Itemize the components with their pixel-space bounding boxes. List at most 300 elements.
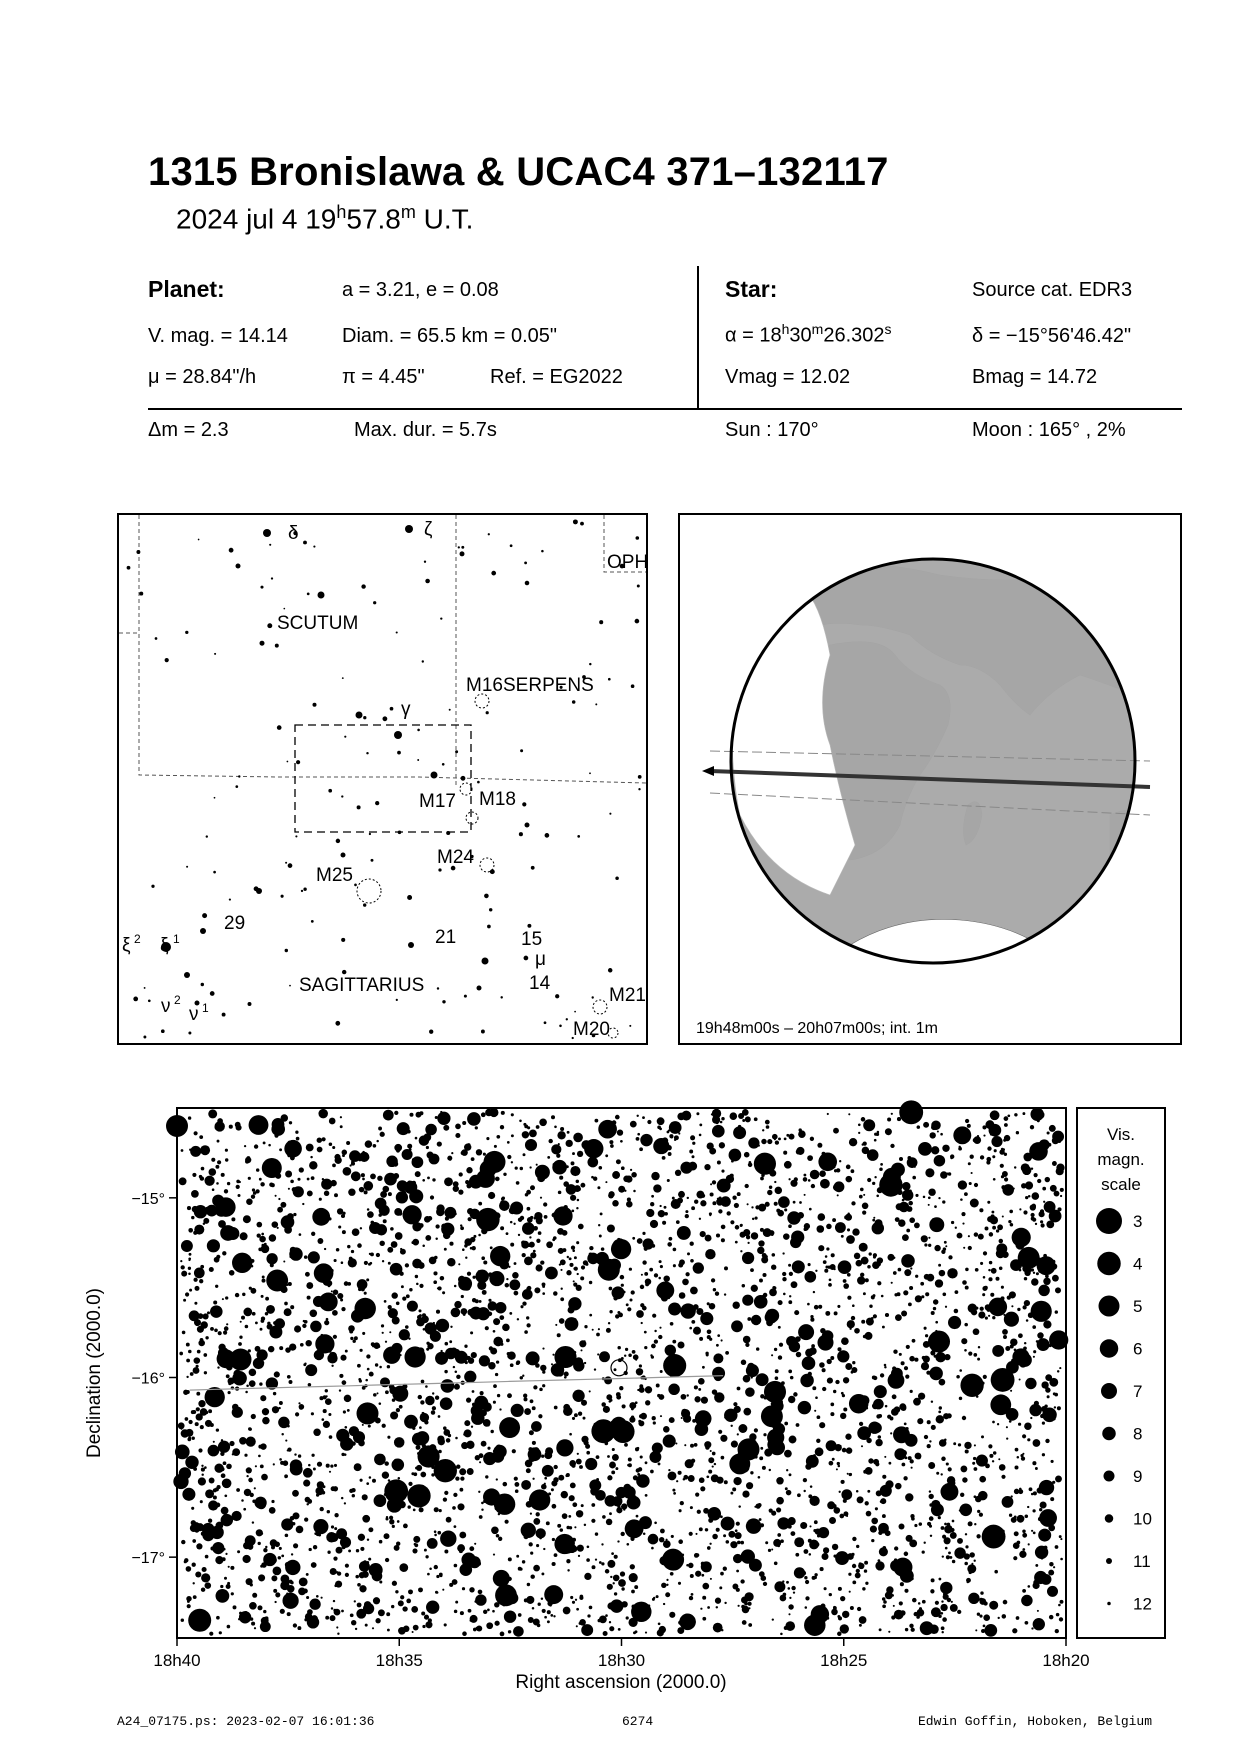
field-star — [938, 1578, 941, 1581]
field-star — [1001, 1286, 1004, 1289]
field-star — [608, 1322, 610, 1324]
field-star — [261, 1233, 264, 1236]
field-star — [707, 1302, 710, 1305]
field-star — [255, 1189, 259, 1193]
field-star — [1056, 1164, 1064, 1172]
field-star — [237, 1550, 240, 1553]
field-star — [246, 1437, 256, 1447]
field-star — [553, 1291, 558, 1296]
field-star — [360, 1547, 364, 1551]
field-star — [181, 1271, 187, 1277]
field-star — [285, 1534, 289, 1538]
field-star — [826, 1224, 832, 1230]
field-star — [755, 1217, 758, 1220]
field-star — [786, 1490, 792, 1496]
field-star — [603, 1631, 608, 1636]
field-star — [695, 1571, 701, 1577]
field-star — [804, 1271, 816, 1283]
field-star — [220, 1467, 224, 1471]
field-star — [892, 1366, 896, 1370]
field-star — [819, 1170, 826, 1177]
field-star — [251, 1195, 255, 1199]
field-star — [761, 1575, 767, 1581]
field-star — [619, 1386, 623, 1390]
field-star — [624, 1190, 626, 1192]
field-star — [690, 1287, 698, 1295]
field-star — [367, 1211, 374, 1218]
field-star — [699, 1477, 705, 1483]
field-star — [644, 1272, 648, 1276]
field-star — [266, 1253, 277, 1264]
field-star — [499, 1408, 501, 1410]
field-star — [713, 1288, 716, 1291]
field-star — [809, 1365, 813, 1369]
field-star — [455, 1133, 460, 1138]
field-star — [419, 1284, 423, 1288]
field-star — [755, 1205, 759, 1209]
field-star — [1018, 1489, 1023, 1494]
field-star — [585, 1444, 590, 1449]
field-star — [699, 1337, 703, 1341]
field-star — [851, 1316, 855, 1320]
field-star — [901, 1575, 906, 1580]
field-star — [1049, 1562, 1053, 1566]
field-star — [425, 1621, 432, 1628]
field-star — [390, 1227, 394, 1231]
field-star — [743, 1336, 751, 1344]
field-star — [691, 1206, 695, 1210]
field-star — [914, 1358, 918, 1362]
field-star — [562, 1513, 568, 1519]
field-star — [523, 1394, 527, 1398]
field-star — [786, 1581, 789, 1584]
field-star — [424, 1420, 428, 1424]
field-star — [654, 1330, 656, 1332]
field-star — [512, 1434, 515, 1437]
field-star — [486, 1174, 488, 1176]
field-star — [904, 1423, 907, 1426]
field-star — [373, 1597, 380, 1604]
field-star — [848, 1213, 850, 1215]
field-star — [242, 1293, 245, 1296]
field-star — [809, 1208, 812, 1211]
field-star — [1001, 1475, 1005, 1479]
field-star — [452, 1466, 456, 1470]
field-star — [905, 1494, 909, 1498]
finder-star — [341, 853, 346, 858]
field-star — [370, 1221, 374, 1225]
field-star — [584, 1139, 603, 1158]
field-star — [577, 1453, 579, 1455]
field-star — [1049, 1330, 1068, 1349]
field-star — [396, 1346, 398, 1348]
field-star — [962, 1223, 964, 1225]
field-star — [444, 1491, 448, 1495]
field-star — [312, 1208, 330, 1226]
field-star — [433, 1322, 435, 1324]
field-star — [1009, 1514, 1012, 1517]
finder-star — [449, 709, 451, 711]
field-star — [399, 1387, 402, 1390]
field-star — [526, 1596, 534, 1604]
field-star — [220, 1225, 236, 1241]
field-star — [679, 1292, 686, 1299]
field-star — [399, 1563, 408, 1572]
finder-star — [335, 1021, 340, 1026]
field-star — [193, 1582, 195, 1584]
field-star — [835, 1222, 846, 1233]
field-star — [846, 1515, 848, 1517]
field-star — [541, 1598, 543, 1600]
field-star — [741, 1360, 747, 1366]
field-star — [514, 1207, 517, 1210]
field-star — [613, 1582, 615, 1584]
field-star — [934, 1355, 937, 1358]
field-star — [1042, 1453, 1045, 1456]
field-star — [640, 1455, 643, 1458]
field-star — [817, 1415, 821, 1419]
field-star — [847, 1296, 851, 1300]
field-star — [505, 1430, 510, 1435]
field-star — [440, 1350, 442, 1352]
field-star — [1018, 1333, 1023, 1338]
field-star — [627, 1197, 631, 1201]
field-star — [668, 1152, 672, 1156]
field-star — [596, 1455, 600, 1459]
field-star — [849, 1473, 852, 1476]
field-star — [799, 1201, 802, 1204]
field-star — [653, 1597, 655, 1599]
field-star — [720, 1121, 723, 1124]
field-star — [343, 1410, 346, 1413]
field-star — [645, 1494, 648, 1497]
field-star — [321, 1418, 324, 1421]
field-star — [516, 1361, 520, 1365]
field-star — [748, 1602, 752, 1606]
field-star — [859, 1616, 867, 1624]
field-star — [584, 1524, 586, 1526]
field-star — [974, 1523, 976, 1525]
field-star — [624, 1354, 626, 1356]
field-star — [540, 1260, 544, 1264]
field-star — [543, 1202, 547, 1206]
field-star — [965, 1268, 969, 1272]
field-star — [424, 1549, 427, 1552]
field-star — [950, 1528, 954, 1532]
field-star — [914, 1524, 917, 1527]
field-star — [381, 1324, 384, 1327]
field-star — [526, 1316, 529, 1319]
field-star — [337, 1293, 343, 1299]
field-star — [447, 1477, 450, 1480]
field-star — [347, 1282, 351, 1286]
field-star — [217, 1160, 221, 1164]
field-star — [846, 1447, 852, 1453]
field-star — [522, 1560, 525, 1563]
field-star — [607, 1224, 615, 1232]
field-star — [631, 1416, 634, 1419]
field-star — [382, 1472, 389, 1479]
field-star — [654, 1522, 657, 1525]
finder-star — [363, 903, 366, 906]
field-star — [848, 1113, 850, 1115]
field-star — [962, 1416, 966, 1420]
field-star — [270, 1557, 277, 1564]
field-star — [359, 1187, 365, 1193]
field-star — [867, 1265, 871, 1269]
field-star — [877, 1131, 880, 1134]
field-star — [493, 1401, 496, 1404]
field-star — [704, 1441, 711, 1448]
field-star — [1033, 1356, 1035, 1358]
finder-star — [461, 776, 466, 781]
field-star — [866, 1511, 872, 1517]
field-star — [319, 1198, 322, 1201]
field-star — [652, 1442, 663, 1453]
field-star — [271, 1545, 275, 1549]
field-star — [997, 1423, 999, 1425]
field-star — [893, 1426, 910, 1443]
field-star — [762, 1273, 766, 1277]
field-star — [721, 1629, 723, 1631]
field-star — [449, 1583, 453, 1587]
field-star — [472, 1276, 475, 1279]
field-star — [328, 1349, 332, 1353]
field-star — [362, 1424, 364, 1426]
field-star — [258, 1574, 265, 1581]
field-star — [692, 1155, 695, 1158]
field-star — [962, 1477, 967, 1482]
field-star — [306, 1144, 314, 1152]
field-star — [186, 1376, 188, 1378]
field-star — [258, 1455, 261, 1458]
field-star — [319, 1271, 328, 1280]
field-star — [297, 1178, 300, 1181]
field-star — [908, 1201, 913, 1206]
field-star — [249, 1369, 257, 1377]
field-star — [826, 1617, 829, 1620]
field-star — [293, 1623, 297, 1627]
field-star — [843, 1377, 849, 1383]
field-star — [889, 1462, 892, 1465]
field-star — [241, 1316, 245, 1320]
field-star — [193, 1278, 197, 1282]
field-star — [1015, 1519, 1017, 1521]
m18-marker — [466, 812, 478, 824]
field-star — [885, 1405, 888, 1408]
field-star — [238, 1342, 242, 1346]
field-star — [546, 1241, 553, 1248]
field-star — [396, 1301, 400, 1305]
field-star — [470, 1331, 473, 1334]
field-star — [288, 1282, 292, 1286]
finder-star — [271, 577, 273, 579]
field-star — [776, 1477, 784, 1485]
field-star — [435, 1566, 438, 1569]
field-star — [496, 1360, 499, 1363]
field-star — [625, 1519, 644, 1538]
field-star — [216, 1589, 230, 1603]
field-star — [365, 1156, 369, 1160]
field-star — [1041, 1557, 1044, 1560]
finder-star — [481, 1030, 485, 1034]
field-star — [508, 1630, 511, 1633]
field-star — [311, 1176, 315, 1180]
field-star — [490, 1246, 493, 1249]
field-star — [226, 1374, 230, 1378]
field-star — [290, 1459, 302, 1471]
field-star — [862, 1147, 869, 1154]
field-star — [476, 1208, 499, 1231]
field-star — [917, 1609, 925, 1617]
field-star — [203, 1615, 209, 1621]
field-star — [1022, 1548, 1025, 1551]
field-star — [581, 1504, 584, 1507]
field-star — [605, 1181, 607, 1183]
field-star — [765, 1120, 770, 1125]
field-star — [862, 1210, 866, 1214]
field-star — [1022, 1529, 1026, 1533]
field-star — [217, 1366, 219, 1368]
field-star — [420, 1414, 423, 1417]
field-star — [712, 1116, 720, 1124]
field-star — [1037, 1610, 1039, 1612]
field-star — [528, 1244, 531, 1247]
field-star — [687, 1252, 690, 1255]
field-star — [572, 1152, 575, 1155]
field-star — [1056, 1613, 1060, 1617]
field-star — [737, 1433, 739, 1435]
field-star — [941, 1626, 945, 1630]
field-star — [289, 1381, 291, 1383]
field-star — [991, 1211, 994, 1214]
field-star — [205, 1536, 209, 1540]
field-star — [893, 1605, 895, 1607]
field-star — [229, 1125, 233, 1129]
field-star — [222, 1251, 226, 1255]
field-star — [605, 1426, 608, 1429]
field-star — [326, 1318, 329, 1321]
finder-star — [361, 584, 365, 588]
finder-star — [287, 761, 289, 763]
field-star — [938, 1197, 940, 1199]
field-star — [541, 1484, 547, 1490]
field-star — [607, 1584, 613, 1590]
field-star — [839, 1514, 844, 1519]
field-star — [896, 1409, 899, 1412]
field-star — [493, 1570, 510, 1587]
field-star — [385, 1341, 387, 1343]
field-star — [402, 1606, 407, 1611]
field-star — [262, 1362, 264, 1364]
field-star — [365, 1140, 373, 1148]
field-star — [657, 1117, 665, 1125]
field-star — [1024, 1277, 1027, 1280]
field-star — [1042, 1187, 1046, 1191]
field-star — [943, 1413, 949, 1419]
field-star — [362, 1494, 368, 1500]
field-star — [1033, 1350, 1036, 1353]
field-star — [463, 1433, 465, 1435]
field-star — [607, 1120, 611, 1124]
field-star — [311, 1615, 318, 1622]
field-star — [305, 1272, 310, 1277]
field-star — [210, 1423, 214, 1427]
field-star — [805, 1606, 808, 1609]
field-star — [758, 1476, 761, 1479]
field-star — [201, 1465, 203, 1467]
field-star — [409, 1209, 411, 1211]
field-star — [651, 1356, 654, 1359]
field-star — [409, 1189, 423, 1203]
field-star — [929, 1516, 934, 1521]
field-star — [323, 1395, 327, 1399]
finder-star — [486, 711, 489, 714]
field-star — [1015, 1240, 1024, 1249]
finder-star — [289, 985, 291, 987]
field-star — [542, 1609, 546, 1613]
field-star — [360, 1227, 362, 1229]
field-star — [771, 1265, 776, 1270]
field-star — [560, 1269, 562, 1271]
field-star — [721, 1170, 724, 1173]
field-star — [290, 1516, 295, 1521]
field-star — [201, 1473, 203, 1475]
finder-star — [318, 592, 325, 599]
field-star — [823, 1547, 829, 1553]
field-star — [847, 1473, 849, 1475]
field-star — [206, 1205, 218, 1217]
field-star — [568, 1297, 581, 1310]
field-star — [463, 1282, 471, 1290]
field-star — [475, 1126, 478, 1129]
field-star — [1060, 1195, 1062, 1197]
field-star — [205, 1489, 214, 1498]
field-star — [194, 1357, 201, 1364]
field-star — [992, 1421, 995, 1424]
field-star — [911, 1628, 915, 1632]
field-star — [215, 1502, 220, 1507]
field-star — [538, 1173, 540, 1175]
field-star — [857, 1496, 864, 1503]
field-star — [360, 1349, 363, 1352]
field-star — [984, 1527, 992, 1535]
field-star — [181, 1182, 183, 1184]
field-star — [777, 1533, 781, 1537]
field-star — [320, 1507, 324, 1511]
field-star — [751, 1315, 761, 1325]
finder-star — [301, 890, 303, 892]
finder-star — [254, 886, 259, 891]
field-star — [1002, 1215, 1004, 1217]
field-star — [724, 1480, 728, 1484]
field-star — [414, 1226, 416, 1228]
finder-star — [519, 832, 523, 836]
finder-star — [629, 1025, 631, 1027]
field-star — [737, 1536, 739, 1538]
field-star — [1054, 1393, 1058, 1397]
field-star — [275, 1195, 277, 1197]
field-star — [525, 1227, 528, 1230]
field-star — [529, 1236, 531, 1238]
field-star — [516, 1555, 519, 1558]
field-star — [808, 1179, 811, 1182]
field-star — [867, 1490, 870, 1493]
finder-star — [313, 546, 315, 548]
field-star — [409, 1113, 413, 1117]
field-star — [439, 1509, 442, 1512]
field-star — [706, 1475, 709, 1478]
